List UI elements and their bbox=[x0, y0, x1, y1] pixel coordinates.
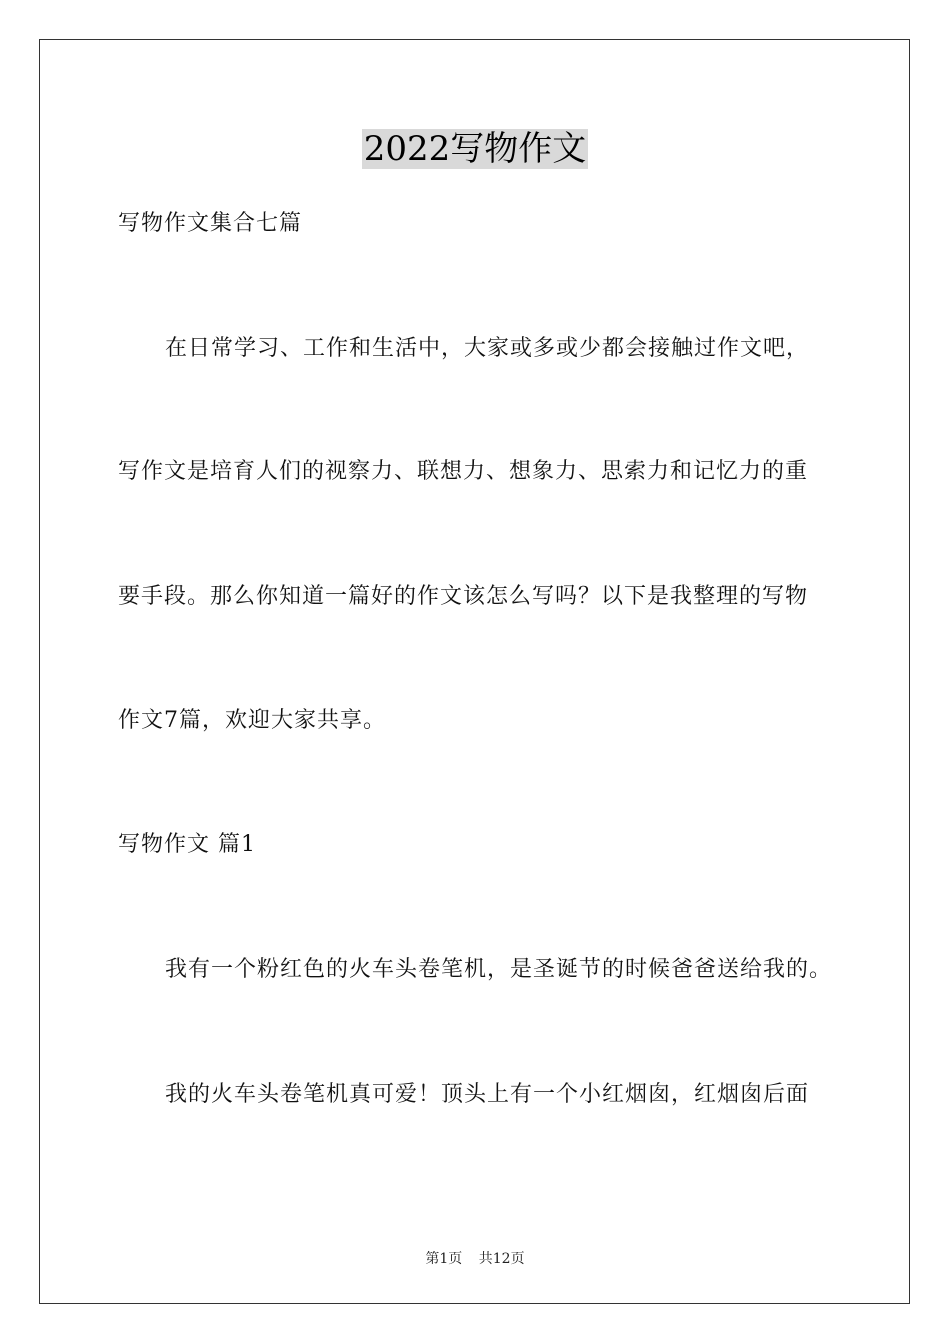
document-title: 2022写物作文 bbox=[363, 129, 587, 169]
page-footer bbox=[0, 1248, 950, 1268]
paragraph-line: 我的火车头卷笔机真可爱！顶头上有一个小红烟囱，红烟囱后面 bbox=[165, 1082, 810, 1107]
page-number: 第1页 bbox=[425, 1251, 463, 1267]
subtitle-line: 写物作文集合七篇 bbox=[118, 211, 303, 236]
section-heading: 写物作文 篇1 bbox=[118, 832, 256, 857]
page-total: 共12页 bbox=[478, 1251, 525, 1267]
paragraph-line: 要手段。那么你知道一篇好的作文该怎么写吗？以下是我整理的写物 bbox=[118, 584, 809, 609]
paragraph-line: 在日常学习、工作和生活中，大家或多或少都会接触过作文吧， bbox=[165, 336, 810, 361]
document-title-block bbox=[0, 126, 950, 172]
paragraph-line: 我有一个粉红色的火车头卷笔机，是圣诞节的时候爸爸送给我的。 bbox=[165, 957, 833, 982]
paragraph-line: 写作文是培育人们的视察力、联想力、想象力、思索力和记忆力的重 bbox=[118, 459, 809, 484]
paragraph-line: 作文7篇，欢迎大家共享。 bbox=[118, 708, 386, 733]
